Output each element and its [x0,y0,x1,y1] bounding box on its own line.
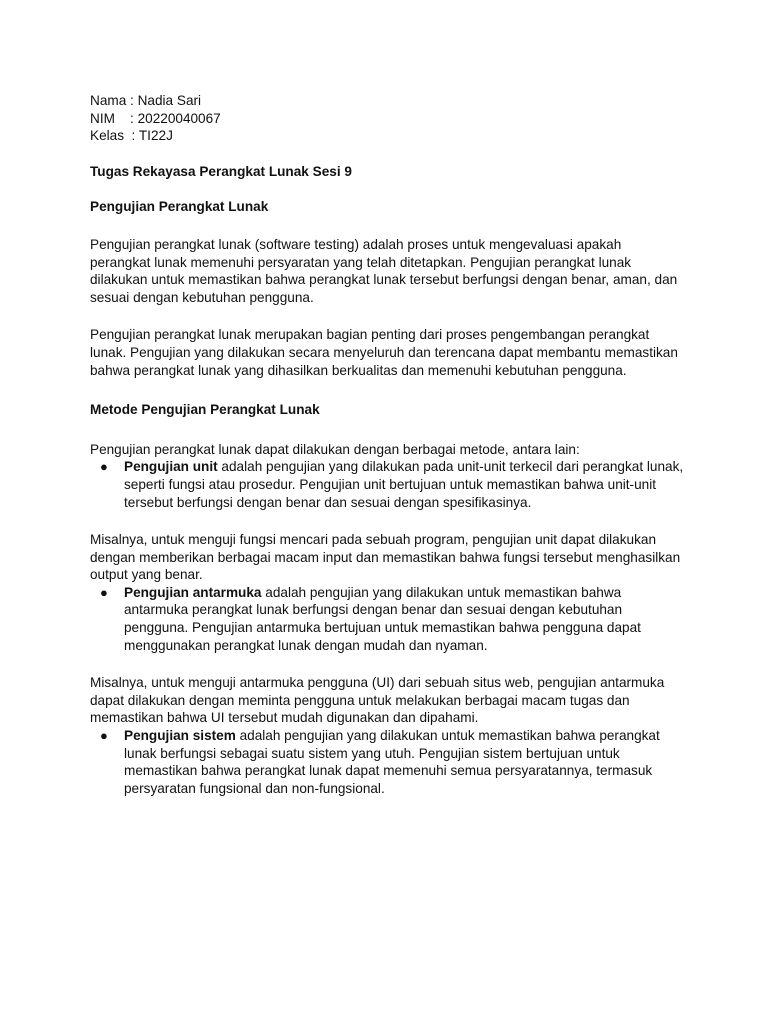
methods-intro: Pengujian perangkat lunak dapat dilakukan dengan berbagai metode, antara lain: [90,441,580,457]
student-class: Kelas : TI22J [90,128,173,144]
document-body [90,92,685,797]
methods-heading: Metode Pengujian Perangkat Lunak [90,402,320,418]
paragraph-importance: Pengujian perangkat lunak merupakan bagian penting dari proses pengembangan perangkat lunak. Pengujian yang dilakukan secara menyeluruh dan terencana dapat membantu memastikan bahwa perangkat lunak yang dihasilkan berkualitas dan memenuhi kebutuhan pengguna. [90,327,678,378]
method-list-system [90,727,685,797]
bullet-icon: ● [100,584,108,600]
method-description: adalah pengujian yang dilakukan untuk memastikan bahwa antarmuka perangkat lunak berfungsi dengan benar dan sesuai dengan kebutuhan pengguna. Pengujian antarmuka bertujuan untuk memastikan bahwa pengguna dapat menggunakan perangkat lunak dengan mudah dan nyaman. [124,584,641,653]
paragraph-definition: Pengujian perangkat lunak (software testing) adalah proses untuk mengevaluasi apakah perangkat lunak memenuhi persyaratan yang telah ditetapkan. Pengujian perangkat lunak dilakukan untuk memastikan bahwa perangkat lunak tersebut berfungsi dengan benar, aman, dan sesuai dengan kebutuhan pengguna. [90,236,678,305]
method-description: adalah pengujian yang dilakukan untuk memastikan bahwa perangkat lunak berfungsi sebagai suatu sistem yang utuh. Pengujian sistem bertujuan untuk memastikan bahwa perangkat lunak dapat memenuhi semua persyaratannya, termasuk persyaratan fungsional dan non-fungsional. [124,728,660,796]
method-term: Pengujian unit [124,459,218,475]
method-example: Misalnya, untuk menguji fungsi mencari pada sebuah program, pengujian unit dapat dilakukan dengan memberikan berbagai macam input dan memastikan bahwa fungsi tersebut menghasilkan output yang benar. [90,532,681,583]
assignment-title: Tugas Rekayasa Perangkat Lunak Sesi 9 [90,163,352,179]
student-nim: NIM : 20220040067 [90,110,221,126]
student-info [90,92,685,145]
method-term: Pengujian antarmuka [124,584,262,600]
list-item [90,727,685,797]
student-name: Nama : Nadia Sari [90,93,202,108]
section-heading: Pengujian Perangkat Lunak [90,199,269,215]
bullet-icon: ● [100,459,108,475]
method-list-unit [90,458,685,511]
method-example: Misalnya, untuk menguji antarmuka pengguna (UI) dari sebuah situs web, pengujian antarmuka dapat dilakukan dengan meminta pengguna untuk melakukan berbagai macam tugas dan memastikan bahwa UI tersebut mudah digunakan dan dipahami. [90,675,665,726]
method-description: adalah pengujian yang dilakukan pada unit-unit terkecil dari perangkat lunak, seperti fungsi atau prosedur. Pengujian unit bertujuan untuk memastikan bahwa unit-unit tersebut berfungsi dengan benar dan sesuai dengan spesifikasinya. [124,459,684,510]
method-term: Pengujian sistem [124,728,236,744]
method-list-interface [90,584,685,654]
list-item [90,584,685,654]
list-item [90,458,685,511]
bullet-icon: ● [100,728,108,744]
